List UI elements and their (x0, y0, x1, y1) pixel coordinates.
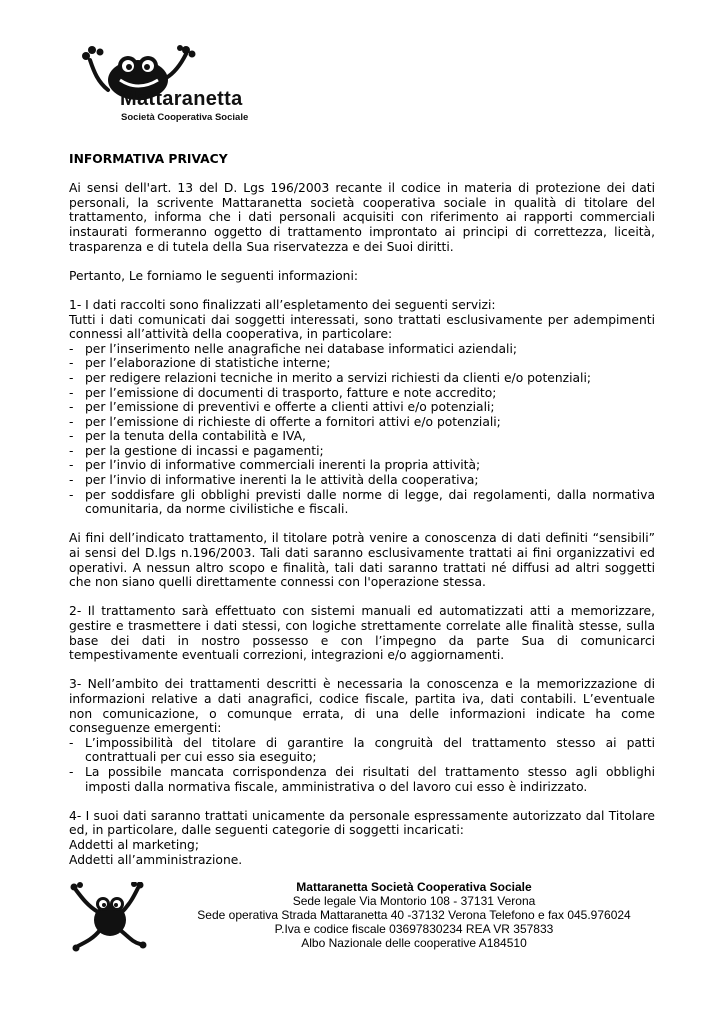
list-item: - per l’inserimento nelle anagrafiche nei database informatici aziendali; (69, 342, 655, 357)
list-item: - per soddisfare gli obblighi previsti dalle norme di legge, dai regolamenti, dalla normativa comunitaria, da norme civilistiche e fiscali. (69, 488, 655, 517)
footer-line: Sede legale Via Montorio 108 - 37131 Verona (292, 894, 536, 908)
section-4-line: Addetti al marketing; (69, 837, 199, 852)
section-1-list (69, 342, 655, 517)
list-item: - La possibile mancata corrispondenza dei risultati del trattamento stesso agli obblighi imposti dalla normativa fiscale, amministrativa o del lavoro cui esso è indirizzato. (69, 765, 655, 794)
document-title: INFORMATIVA PRIVACY (69, 152, 228, 166)
list-item: - per la tenuta della contabilità e IVA, (69, 429, 655, 444)
footer-logo (70, 882, 150, 956)
list-item: - per redigere relazioni tecniche in merito a servizi richiesti da clienti e/o potenziali; (69, 371, 655, 386)
footer-line: Albo Nazionale delle cooperative A184510 (301, 936, 527, 950)
intro-paragraph: Ai sensi dell'art. 13 del D. Lgs 196/2003 recante il codice in materia di protezione dei dati personali, la scrivente Mattaranetta società cooperativa sociale in qualità di titolare del trattamento, informa che i dati personali acquisiti con riferimento ai rapporti commerciali instaurati formeranno oggetto di trattamento improntato ai principi di correttezza, liceità, trasparenza e di tutela della Sua riservatezza e dei Suoi diritti. (69, 181, 655, 254)
list-item: - per l’invio di informative inerenti la le attività della cooperativa; (69, 473, 655, 488)
document-body (69, 152, 655, 882)
sensibili-paragraph: Ai fini dell’indicato trattamento, il titolare potrà venire a conoscenza di dati definiti “sensibili” ai sensi del D.lgs n.196/2003. Tali dati saranno esclusivamente trattati ai fini organizzativi ed operativi. A nessun altro scopo e finalità, tali dati saranno trattati né diffusi ad altri soggetti che non siano quelli direttamente connessi con l'operazione stessa. (69, 531, 655, 590)
list-item: - per l’emissione di richieste di offerte a fornitori attivi e/o potenziali; (69, 415, 655, 430)
section-3-list (69, 736, 655, 794)
section-1-heading: 1- I dati raccolti sono finalizzati all’espletamento dei seguenti servizi: (69, 297, 496, 312)
footer-line: Sede operativa Strada Mattaranetta 40 -37132 Verona Telefono e fax 045.976024 (197, 908, 631, 922)
section-1-text: Tutti i dati comunicati dai soggetti interessati, sono trattati esclusivamente per adempimenti connessi all’attività della cooperativa, in particolare: (69, 312, 655, 342)
list-item: - per l’elaborazione di statistiche interne; (69, 356, 655, 371)
section-4-paragraph: 4- I suoi dati saranno trattati unicamente da personale espressamente autorizzato dal Titolare ed, in particolare, dalle seguenti categorie di soggetti incaricati: (69, 808, 655, 838)
section-4 (69, 809, 655, 867)
logo-name: Mattaranetta (120, 88, 243, 110)
section-4-line: Addetti all’amministrazione. (69, 852, 243, 867)
list-item: - per la gestione di incassi e pagamenti; (69, 444, 655, 459)
company-logo (80, 42, 280, 122)
list-item: - per l’emissione di documenti di trasporto, fatture e note accredito; (69, 386, 655, 401)
footer-title: Mattaranetta Società Cooperativa Sociale (296, 880, 532, 894)
footer-line: P.Iva e codice fiscale 03697830234 REA VR 357833 (274, 922, 554, 936)
footer-info (180, 880, 648, 950)
list-item: - per l’emissione di preventivi e offerte a clienti attivi e/o potenziali; (69, 400, 655, 415)
section-1 (69, 298, 655, 517)
list-item: - per l’invio di informative commerciali inerenti la propria attività; (69, 458, 655, 473)
section-3 (69, 677, 655, 794)
section-3-paragraph: 3- Nell’ambito dei trattamenti descritti è necessaria la conoscenza e la memorizzazione di informazioni relative a dati anagrafici, codice fiscale, partita iva, dati contabili. L’eventuale non comunicazione, o comunque errata, di una delle informazioni indicate ha come conseguenze emergenti: (69, 677, 655, 736)
frog-icon (70, 882, 150, 952)
section-2-paragraph: 2- Il trattamento sarà effettuato con sistemi manuali ed automatizzati atti a memorizzare, gestire e trasmettere i dati stessi, con logiche strettamente correlate alle finalità stesse, sulla base dei dati in nostro possesso e con l’impegno da parte Sua di comunicarci tempestivamente eventuali correzioni, integrazioni e/o aggiornamenti. (69, 604, 655, 663)
pertanto-paragraph: Pertanto, Le forniamo le seguenti informazioni: (69, 268, 359, 283)
list-item: - L’impossibilità del titolare di garantire la congruità del trattamento stesso ai patti contrattuali per cui esso sia eseguito; (69, 736, 655, 765)
logo-subtitle: Società Cooperativa Sociale (121, 112, 249, 123)
